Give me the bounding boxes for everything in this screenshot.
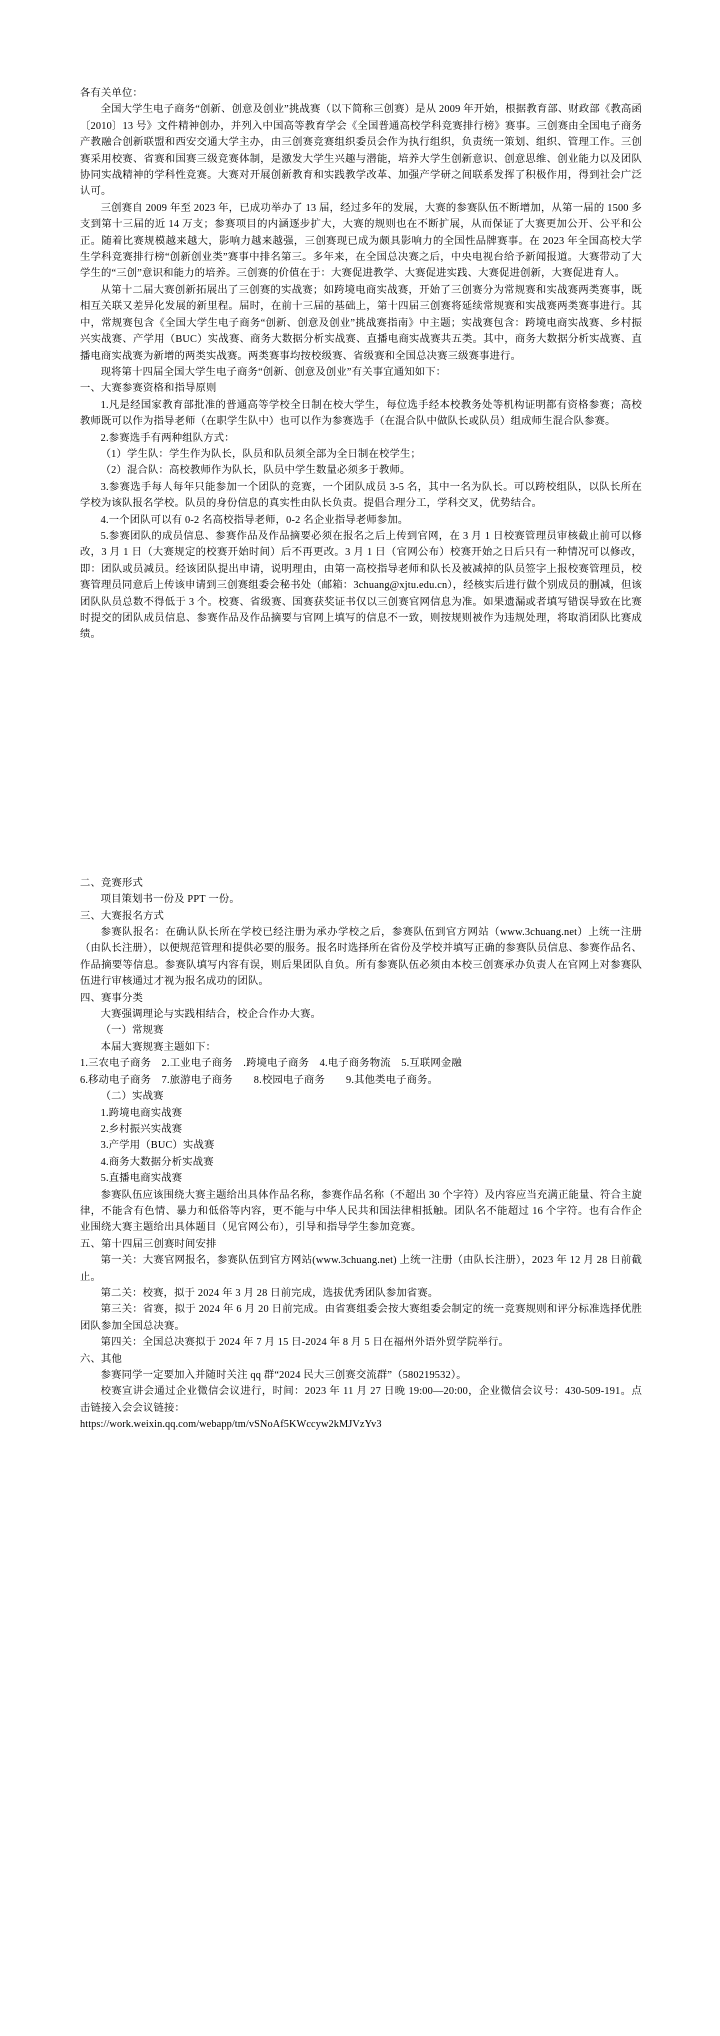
meeting-link[interactable] (80, 1417, 642, 1433)
section-2-title: 二、竞赛形式 (80, 877, 144, 889)
section-1-item-7: 5.参赛团队的成员信息、参赛作品及作品摘要必须在报名之后上传到官网，在 3 月 1 日校赛管理员审核截止前可以修改，3 月 1 日（大赛规定的校赛开始时间）后不再更改。3 月 1 日（官网公布）校赛开始之日后只有一种情况可以修改，即：团队或员减员。经该团队提出申请，说明理由，由第一高校指导老师和队长及被减掉的队员签字上报校赛管理员，校赛管理员同意后上传该申请到三创赛组委会秘书处（邮箱：3chuang@xjtu.edu.cn），经核实后进行做个别成员的删减，但该团队队员总数不得低于 3 个。校赛、省级赛、国赛获奖证书仅以三创赛官网信息为准。如果遗漏或者填写错误导致在比赛时提交的团队成员信息、参赛作品及作品摘要与官网上填写的信息不一致，则按规则被作为违规处理，将取消团队比赛成绩。 (80, 530, 642, 641)
salutation: 各有关单位： (80, 88, 144, 99)
intro-paragraph-1: 全国大学生电子商务“创新、创意及创业”挑战赛（以下简称三创赛）是从 2009 年开始，根据教育部、财政部《教高函〔2010〕13 号》文件精神创办，并列入中国高等教育学会《全国普通高校学科竞赛排行榜》赛事。三创赛由全国电子商务产教融合创新联盟和西安交通大学主办，由三创赛竞赛组织委员会作为执行组织，负责统一策划、组织、管理工作。三创赛采用校赛、省赛和国赛三级竞赛体制，是激发大学生兴趣与潜能，培养大学生创新意识、创意思维、创业能力以及团队协同实战精神的学科性竞赛。大赛对开展创新教育和实践教学改革、加强产学研之间联系发挥了积极作用，得到社会广泛认可。 (80, 104, 642, 198)
section-6-item-1: 参赛同学一定要加入并随时关注 qq 群“2024 民大三创赛交流群”（580219532）。 (100, 1370, 467, 1381)
section-4-topic-line-1: 1.三农电子商务 2.工业电子商务 .跨境电子商务 4.电子商务物流 5.互联网金融 (80, 1058, 462, 1070)
section-3-title: 三、大赛报名方式 (80, 910, 165, 922)
section-6-item-2: 校赛宣讲会通过企业微信会议进行，时间：2023 年 11 月 27 日晚 19:00—20:00，企业微信会议号：430-509-191。点击链接入会会议链接： (80, 1386, 642, 1414)
section-4-topic-line-2: 6.移动电子商务 7.旅游电子商务 8.校园电子商务 9.其他类电子商务。 (80, 1074, 439, 1086)
section-5-stage-3: 第三关：省赛，拟于 2024 年 6 月 20 日前完成。由省赛组委会按大赛组委会制定的统一竞赛规则和评分标准选择优胜团队参加全国总决赛。 (80, 1304, 642, 1332)
section-4-sub-1-lead: 本届大赛规赛主题如下： (100, 1041, 217, 1053)
section-5-stage-4: 第四关：全国总决赛拟于 2024 年 7 月 15 日-2024 年 8 月 5 日在福州外语外贸学院举行。 (100, 1337, 510, 1349)
section-4-practical-3: 3.产学用（BUC）实战赛 (100, 1140, 215, 1152)
section-1-item-6: 4.一个团队可以有 0-2 名高校指导老师，0-2 名企业指导老师参加。 (100, 514, 409, 526)
page-break-gap (80, 644, 642, 876)
section-1-item-4: （2）混合队：高校教师作为队长，队员中学生数量必须多于教师。 (100, 465, 411, 477)
section-3-item-1: 参赛队报名：在确认队长所在学校已经注册为承办学校之后，参赛队伍到官方网站（www.3chuang.net）上统一注册（由队长注册），以便规范管理和提供必要的服务。报名时选择所在省份及学校并填写正确的参赛队员信息、参赛作品名、作品摘要等信息。参赛队填写内容有误，则后果团队自负。所有参赛队伍必须由本校三创赛承办负责人在官网上对参赛队伍进行审核通过才视为报名成功的团队。 (80, 927, 643, 988)
intro-paragraph-4: 现将第十四届全国大学生电子商务“创新、创意及创业”有关事宜通知如下： (100, 366, 447, 378)
section-4-title: 四、赛事分类 (80, 992, 144, 1004)
section-5-title: 五、第十四届三创赛时间安排 (80, 1238, 217, 1250)
section-1-item-5: 3.参赛选手每人每年只能参加一个团队的竞赛，一个团队成员 3-5 名，其中一名为队长。可以跨校组队，以队长所在学校为该队报名学校。队员的身份信息的真实性由队长负责。提倡合理分工，学科交叉，优势结合。 (80, 481, 642, 510)
intro-paragraph-3: 从第十二届大赛创新拓展出了三创赛的实战赛；如跨境电商实战赛，开始了三创赛分为常规赛和实战赛两类赛事，既相互关联又差异化发展的新里程。届时，在前十三届的基础上，第十四届三创赛将延续常规赛和实战赛两类赛事进行。其中，常规赛包含《全国大学生电子商务“创新、创意及创业”挑战赛指南》中主题；实战赛包含：跨境电商实战赛、乡村振兴实战赛、产学用（BUC）实战赛、商务大数据分析实战赛、直播电商实战赛共五类。其中，商务大数据分析实战赛、直播电商实战赛为新增的两类实战赛。两类赛事均按校级赛、省级赛和全国总决赛三级赛事进行。 (80, 284, 642, 362)
section-4-sub-2-title: （二）实战赛 (100, 1091, 164, 1103)
section-4-practical-5: 5.直播电商实战赛 (100, 1173, 183, 1185)
section-6-title: 六、其他 (80, 1353, 123, 1365)
meeting-link-text: https://work.weixin.qq.com/webapp/tm/vSNoAf5KWccyw2kMJVzYv3 (80, 1419, 382, 1431)
section-4-tail: 参赛队伍应该围绕大赛主题给出具体作品名称，参赛作品名称（不超出 30 个字符）及内容应当充满正能量、符合主旋律，不能含有色情、暴力和低俗等内容，更不能与中华人民共和国法律相抵触。团队名不能超过 16 个字符。也有合作企业围绕大赛主题给出具体题目（见官网公布），引导和指导学生参加竞赛。 (80, 1189, 643, 1234)
section-1-title: 一、大赛参赛资格和指导原则 (80, 383, 217, 395)
section-2-item-1: 项目策划书一份及 PPT 一份。 (100, 894, 240, 906)
section-4-practical-4: 4.商务大数据分析实战赛 (100, 1156, 214, 1168)
intro-paragraph-2: 三创赛自 2009 年至 2023 年，已成功举办了 13 届，经过多年的发展，大赛的参赛队伍不断增加，从第一届的 1500 多支到第十三届的近 14 万支；参赛项目的内涵逐步扩大，大赛的规则也在不断扩展，从而保证了大赛更加公开、公平和公正。随着比赛规模越来越大，影响力越来越强，三创赛现已成为颇具影响力的全国性品牌赛事。在 2023 年全国高校大学生学科竞赛排行榜“创新创业类”赛事中排名第三。多年来，在全国总决赛之后，中央电视台给予新闻报道。大赛带动了大学生的“三创”意识和能力的培养。三创赛的价值在于：大赛促进教学、大赛促进实践、大赛促进创新，大赛促进育人。 (80, 202, 642, 280)
section-1-item-1: 1.凡是经国家教育部批准的普通高等学校全日制在校大学生，每位选手经本校教务处等机构证明都有资格参赛；高校教师既可以作为指导老师（在职学生队中）也可以作为参赛选手（在混合队中做队长或队员）组成师生混合队参赛。 (80, 399, 642, 428)
section-5-stage-2: 第二关：校赛，拟于 2024 年 3 月 28 日前完成，选拔优秀团队参加省赛。 (100, 1287, 439, 1299)
section-4-lead: 大赛强调理论与实践相结合，校企合作办大赛。 (100, 1009, 322, 1021)
section-5-stage-1: 第一关：大赛官网报名，参赛队伍到官方网站(www.3chuang.net) 上统一注册（由队长注册），2023 年 12 月 28 日前截止。 (80, 1255, 642, 1283)
section-1-item-2: 2.参赛选手有两种组队方式： (100, 432, 235, 444)
section-4-sub-1-title: （一）常规赛 (100, 1025, 164, 1037)
section-1-item-3: （1）学生队：学生作为队长，队员和队员须全部为全日制在校学生； (100, 448, 422, 460)
section-4-practical-2: 2.乡村振兴实战赛 (100, 1123, 183, 1135)
section-4-practical-1: 1.跨境电商实战赛 (100, 1107, 183, 1119)
